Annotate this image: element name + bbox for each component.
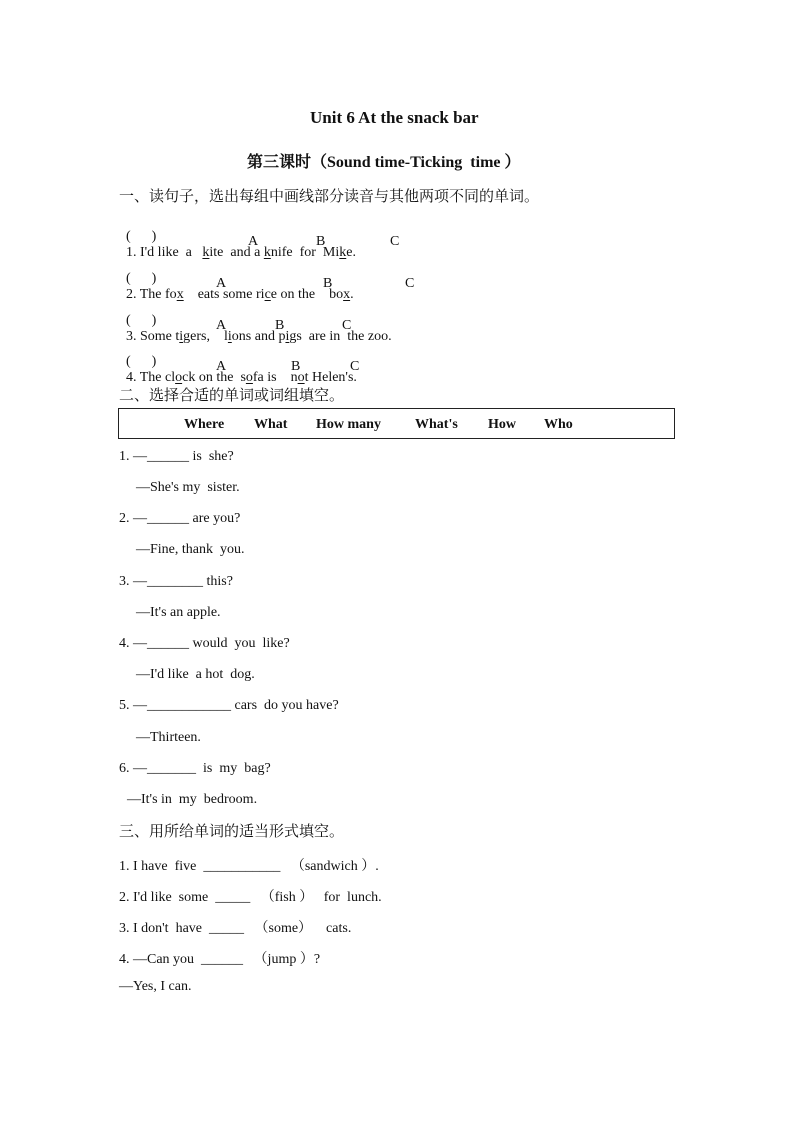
sentence-part: t Helen's.: [304, 370, 357, 385]
sentence-part: 2. The fo: [126, 287, 177, 302]
s3-item-2: 2. I'd like some _____ （fish ） for lunch.: [119, 890, 382, 905]
answer-paren: ( ): [126, 313, 157, 328]
answer-paren: ( ): [126, 354, 157, 369]
underlined-letter: i: [179, 329, 184, 344]
option-label-a: A: [216, 318, 227, 333]
s1-item4: [119, 338, 360, 386]
s2-question-5: 5. —____________ cars do you have?: [119, 698, 339, 713]
s2-answer-1: —She's my sister.: [136, 480, 240, 495]
option-label-a: A: [216, 276, 227, 291]
sentence-part: gers, l: [183, 329, 228, 344]
s1-item2: [119, 255, 354, 303]
option-label-c: C: [342, 318, 352, 333]
word-bank-item: What: [254, 417, 288, 432]
sentence-part: gs are in the zoo.: [289, 329, 392, 344]
sentence-part: ite and a: [209, 245, 264, 260]
option-label-b: B: [291, 359, 301, 374]
option-label-a: A: [216, 359, 227, 374]
word-bank-item: Who: [544, 417, 573, 432]
option-label-a: A: [248, 234, 259, 249]
option-label-c: C: [350, 359, 360, 374]
underlined-letter: k: [263, 245, 271, 260]
s2-question-4: 4. —______ would you like?: [119, 636, 290, 651]
answer-paren: ( ): [126, 271, 157, 286]
sentence-part: 4. The cl: [126, 370, 176, 385]
s3-item-4: 4. —Can you ______ （jump ）?: [119, 952, 321, 967]
section1-heading: 一、读句子，选出每组中画线部分读音与其他两项不同的单词。: [119, 187, 540, 205]
s2-question-2: 2. —______ are you?: [119, 511, 241, 526]
underlined-letter: o: [245, 370, 253, 385]
sentence-part: 1. I'd like a: [126, 245, 203, 260]
option-label-c: C: [390, 234, 400, 249]
word-bank-box: [118, 408, 675, 439]
s2-answer-2: —Fine, thank you.: [136, 542, 245, 557]
underlined-letter: i: [285, 329, 290, 344]
lesson-subtitle: 第三课时（Sound time-Ticking time ）: [247, 154, 521, 171]
word-bank-item: How: [488, 417, 516, 432]
sentence-part: e on the bo: [270, 287, 344, 302]
word-bank-item: What's: [415, 417, 458, 432]
underlined-letter: o: [297, 370, 305, 385]
page-title: Unit 6 At the snack bar: [310, 108, 479, 127]
underlined-letter: i: [227, 329, 232, 344]
option-label-b: B: [323, 276, 333, 291]
sentence-part: nife for Mi: [270, 245, 340, 260]
s2-answer-6: —It's in my bedroom.: [127, 792, 258, 807]
s2-question-1: 1. —______ is she?: [119, 449, 234, 464]
underlined-letter: x: [176, 287, 184, 302]
underlined-letter: o: [175, 370, 183, 385]
word-bank-item: How many: [316, 417, 381, 432]
s2-answer-5: —Thirteen.: [136, 730, 201, 745]
sentence-part: 3. Some t: [126, 329, 180, 344]
option-label-b: B: [275, 318, 285, 333]
answer-paren: ( ): [126, 229, 157, 244]
section3-heading: 三、用所给单词的适当形式填空。: [119, 822, 345, 840]
s2-answer-4: —I'd like a hot dog.: [136, 667, 255, 682]
sentence-part: eats some ri: [183, 287, 265, 302]
sentence-part: ons and p: [231, 329, 286, 344]
underlined-letter: x: [343, 287, 351, 302]
sentence-part: fa is n: [252, 370, 298, 385]
section2-heading: 二、选择合适的单词或词组填空。: [119, 386, 345, 404]
underlined-letter: k: [202, 245, 210, 260]
option-label-c: C: [405, 276, 415, 291]
sentence-part: .: [350, 287, 354, 302]
word-bank-item: Where: [184, 417, 225, 432]
underlined-letter: k: [339, 245, 347, 260]
s2-question-3: 3. —________ this?: [119, 574, 233, 589]
sentence-part: e.: [346, 245, 356, 260]
s3-item-3: 3. I don't have _____ （some） cats.: [119, 921, 352, 936]
sentence-part: ck on the s: [182, 370, 246, 385]
s2-answer-3: —It's an apple.: [136, 605, 221, 620]
underlined-letter: c: [264, 287, 271, 302]
s3-item-4-answer: —Yes, I can.: [119, 979, 192, 994]
s2-question-6: 6. —_______ is my bag?: [119, 761, 271, 776]
s3-item-1: 1. I have five ___________ （sandwich ）.: [119, 859, 379, 874]
option-label-b: B: [316, 234, 326, 249]
